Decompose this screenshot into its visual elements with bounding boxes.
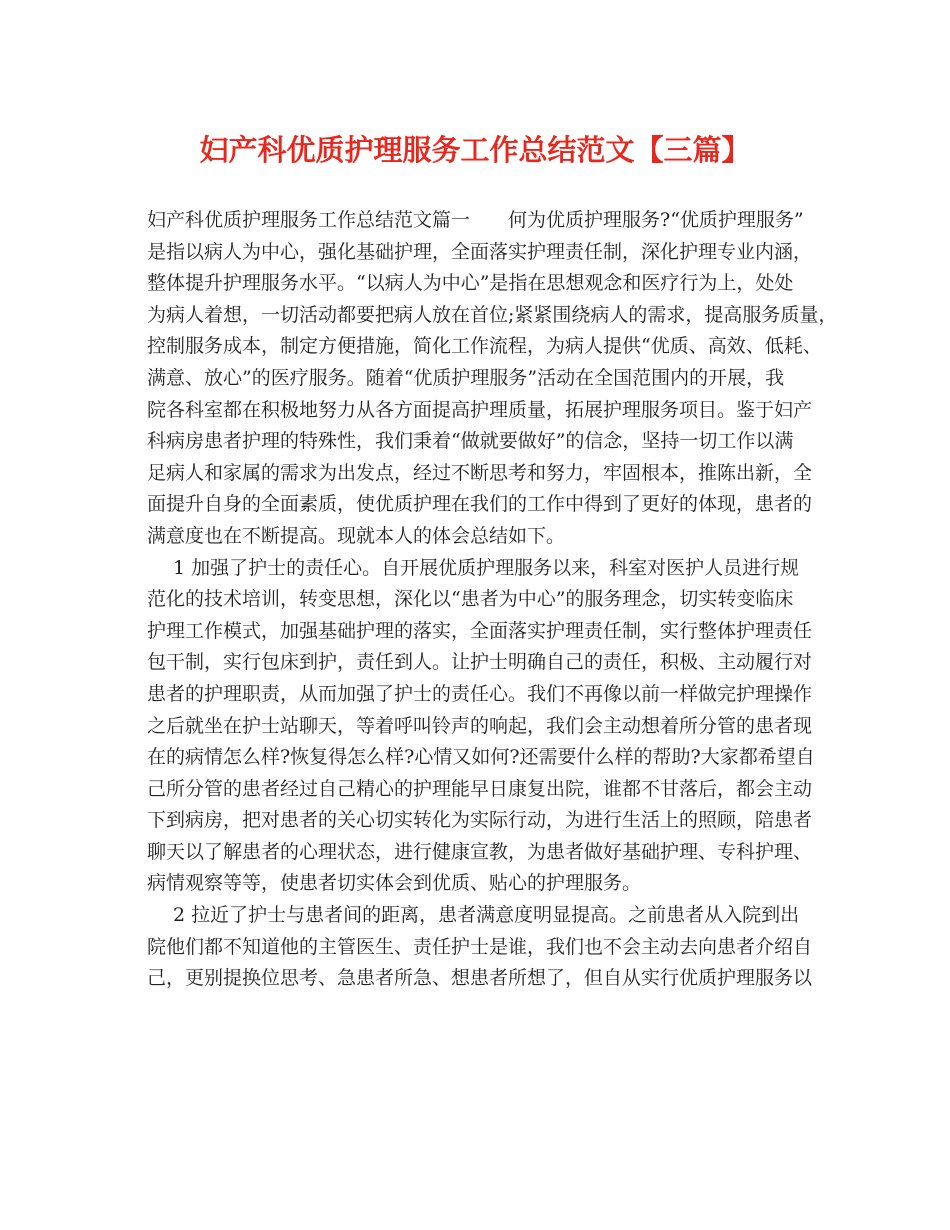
text-line: 是指以病人为中心，强化基础护理，全面落实护理责任制，深化护理专业内涵，: [147, 240, 813, 263]
text-line: 己，更别提换位思考、急患者所急、想患者所想了，但自从实行优质护理服务以: [147, 967, 813, 990]
text-line: 为病人着想，一切活动都要把病人放在首位;紧紧围绕病人的需求，提高服务质量，: [147, 303, 838, 326]
text-line: 足病人和家属的需求为出发点，经过不断思考和努力，牢固根本，推陈出新，全: [147, 461, 813, 484]
text-line: 院各科室都在积极地努力从各方面提高护理质量，拓展护理服务项目。鉴于妇产: [147, 398, 813, 421]
text-line: 面提升自身的全面素质，使优质护理在我们的工作中得到了更好的体现，患者的: [147, 493, 813, 516]
text-line: 院他们都不知道他的主管医生、责任护士是谁，我们也不会主动去向患者介绍自: [147, 935, 813, 958]
text-line: 之后就坐在护士站聊天，等着呼叫铃声的响起，我们会主动想着所分管的患者现: [147, 714, 813, 737]
text-line: 整体提升护理服务水平。“以病人为中心”是指在思想观念和医疗行为上，处处: [147, 272, 794, 295]
document-body: [147, 205, 838, 995]
text-line: 范化的技术培训，转变思想，深化以“患者为中心”的服务理念，切实转变临床: [147, 588, 794, 611]
text-line: 患者的护理职责，从而加强了护士的责任心。我们不再像以前一样做完护理操作: [147, 682, 813, 705]
text-line: 妇产科优质护理服务工作总结范文篇一 何为优质护理服务?“优质护理服务”: [147, 209, 804, 231]
document-title: 妇产科优质护理服务工作总结范文【三篇】: [199, 133, 751, 167]
text-line: 包干制，实行包床到护，责任到人。让护士明确自己的责任，积极、主动履行对: [147, 651, 813, 674]
text-line: 护理工作模式，加强基础护理的落实，全面落实护理责任制，实行整体护理责任: [147, 619, 813, 642]
text-line: 科病房患者护理的特殊性，我们秉着“做就要做好”的信念，坚持一切工作以满: [147, 430, 794, 453]
text-line: 病情观察等等，使患者切实体会到优质、贴心的护理服务。: [147, 872, 642, 895]
text-line: 聊天以了解患者的心理状态，进行健康宣教，为患者做好基础护理、专科护理、: [147, 840, 813, 863]
text-line: 下到病房，把对患者的关心切实转化为实际行动，为进行生活上的照顾，陪患者: [147, 809, 813, 832]
text-line: 在的病情怎么样?恢复得怎么样?心情又如何?还需要什么样的帮助?大家都希望自: [147, 746, 815, 769]
text-line: 己所分管的患者经过自己精心的护理能早日康复出院，谁都不甘落后，都会主动: [147, 777, 813, 800]
paragraph-start-line: 1 加强了护士的责任心。自开展优质护理服务以来，科室对医护人员进行规: [173, 556, 800, 579]
text-line: 满意度也在不断提高。现就本人的体会总结如下。: [147, 524, 566, 547]
paragraph-start-line: 2 拉近了护士与患者间的距离，患者满意度明显提高。之前患者从入院到出: [173, 904, 800, 927]
text-line: 满意、放心”的医疗服务。随着“优质护理服务”活动在全国范围内的开展，我: [147, 366, 785, 389]
text-line: 控制服务成本，制定方便措施，简化工作流程，为病人提供“优质、高效、低耗、: [147, 335, 822, 358]
